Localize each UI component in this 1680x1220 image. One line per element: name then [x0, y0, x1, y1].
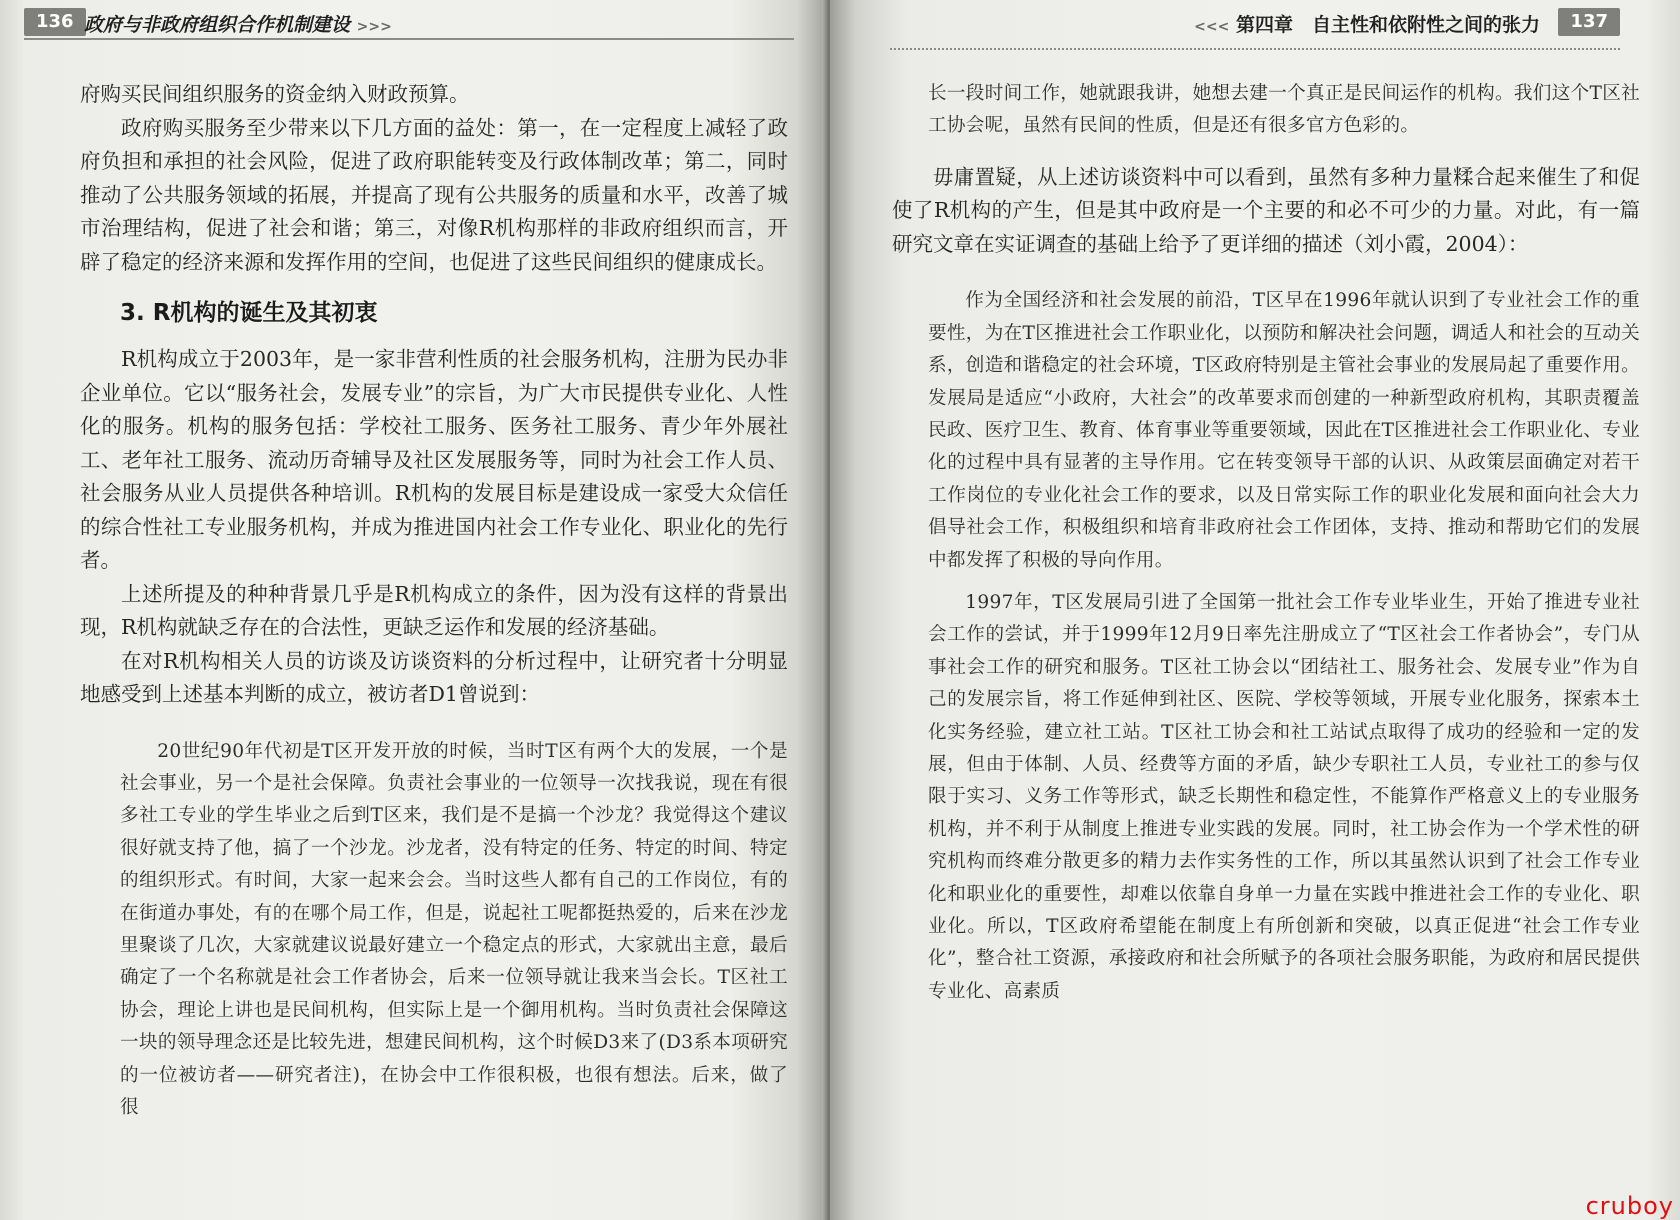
- section-title: 3. R机构的诞生及其初衷: [120, 300, 378, 326]
- running-head: [1194, 10, 1540, 37]
- left-page: [0, 0, 830, 1220]
- head-arrows: <<<: [1194, 19, 1230, 35]
- watermark: cruboy: [1585, 1192, 1674, 1220]
- paragraph: 政府购买服务至少带来以下几方面的益处：第一，在一定程度上减轻了政府负担和承担的社会风险，促进了政府职能转变及行政体制改革；第二，同时推动了公共服务领域的拓展，并提高了现有公共服务的质量和水平，改善了城市治理结构，促进了社会和谐；第三，对像R机构那样的非政府组织而言，开辟了稳定的经济来源和发挥作用的空间，也促进了这些民间组织的健康成长。: [80, 115, 788, 274]
- running-head-title: 政府与非政府组织合作机制建设: [84, 14, 351, 36]
- right-page-header: [830, 0, 1680, 44]
- paragraph: 府购买民间组织服务的资金纳入财政预算。: [80, 82, 470, 106]
- right-page: [830, 0, 1680, 1220]
- cited-quote: 作为全国经济和社会发展的前沿，T区早在1996年就认识到了专业社会工作的重要性，为在T区推进社会工作职业化，以预防和解决社会问题，调适人和社会的互动关系，创造和谐稳定的社会环境，T区政府特别是主管社会事业的发展局起了重要作用。发展局是适应“小政府，大社会”的改革要求而创建的一种新型政府机构，其职责覆盖民政、医疗卫生、教育、体育事业等重要领域，因此在T区推进社会工作职业化、专业化的过程中具有显著的主导作用。它在转变领导干部的认识、从政策层面确定对若干工作岗位的专业化社会工作的要求，以及日常实际工作的职业化发展和面向社会大力倡导社会工作，积极组织和培育非政府社会工作团体，支持、推动和帮助它们的发展中都发挥了积极的导向作用。: [928, 290, 1640, 571]
- running-head-title: 第四章 自主性和依附性之间的张力: [1235, 14, 1540, 36]
- cited-quote: 1997年，T区发展局引进了全国第一批社会工作专业毕业生，开始了推进专业社会工作的尝试，并于1999年12月9日率先注册成立了“T区社会工作者协会”，专门从事社会工作的研究和服务。T区社工协会以“团结社工、服务社会、发展专业”作为自己的发展宗旨，将工作延伸到社区、医院、学校等领域，开展专业化服务，探索本土化实务经验，建立社工站。T区社工协会和社工站试点取得了成功的经验和一定的发展，但由于体制、人员、经费等方面的矛盾，缺少专职社工人员，专业社工的参与仅限于实习、义务工作等形式，缺乏长期性和稳定性，不能算作严格意义上的专业服务机构，并不利于从制度上推进专业实践的发展。同时，社工协会作为一个学术性的研究机构而终难分散更多的精力去作实务性的工作，所以其虽然认识到了社会工作专业化和职业化的重要性，却难以依靠自身单一力量在实践中推进社会工作的专业化、职业化。所以，T区政府希望能在制度上有所创新和突破，以真正促进“社会工作专业化”，整合社工资源，承接政府和社会所赋予的各项社会服务职能，为政府和居民提供专业化、高素质: [928, 591, 1640, 1002]
- interview-quote-continued: 长一段时间工作，她就跟我讲，她想去建一个真正是民间运作的机构。我们这个T区社工协会呢，虽然有民间的性质，但是还有很多官方色彩的。: [928, 83, 1640, 137]
- paragraph: 在对R机构相关人员的访谈及访谈资料的分析过程中，让研究者十分明显地感受到上述基本判断的成立，被访者D1曾说到：: [80, 648, 788, 706]
- header-rule: [24, 38, 794, 40]
- paragraph: 上述所提及的种种背景几乎是R机构成立的条件，因为没有这样的背景出现，R机构就缺乏存在的合法性，更缺乏运作和发展的经济基础。: [80, 581, 788, 639]
- header-rule: [890, 48, 1620, 50]
- left-page-header: [0, 0, 830, 44]
- page-number: 137: [1558, 8, 1620, 36]
- interview-quote: 20世纪90年代初是T区开发开放的时候，当时T区有两个大的发展，一个是社会事业，另一个是社会保障。负责社会事业的一位领导一次找我说，现在有很多社工专业的学生毕业之后到T区来，我们是不是搞一个沙龙？我觉得这个建议很好就支持了他，搞了一个沙龙。沙龙者，没有特定的任务、特定的时间、特定的组织形式。有时间，大家一起来会会。当时这些人都有自己的工作岗位，有的在街道办事处，有的在哪个局工作，但是，说起社工呢都挺热爱的，后来在沙龙里聚谈了几次，大家就建议说最好建立一个稳定点的形式，大家就出主意，最后确定了一个名称就是社会工作者协会，后来一位领导就让我来当会长。T区社工协会，理论上讲也是民间机构，但实际上是一个御用机构。当时负责社会保障这一块的领导理念还是比较先进，想建民间机构，这个时候D3来了(D3系本项研究的一位被访者——研究者注)，在协会中工作很积极，也很有想法。后来，做了很: [120, 740, 788, 1118]
- paragraph: 毋庸置疑，从上述访谈资料中可以看到，虽然有多种力量糅合起来催生了和促使了R机构的产生，但是其中政府是一个主要的和必不可少的力量。对此，有一篇研究文章在实证调查的基础上给予了更详细的描述（刘小霞，2004）：: [892, 164, 1640, 256]
- right-page-body: [892, 78, 1640, 1008]
- paragraph: R机构成立于2003年，是一家非营利性质的社会服务机构，注册为民办非企业单位。它以“服务社会，发展专业”的宗旨，为广大市民提供专业化、人性化的服务。机构的服务包括：学校社工服务、医务社工服务、青少年外展社工、老年社工服务、流动历奇辅导及社区发展服务等，同时为社会工作人员、社会服务从业人员提供各种培训。R机构的发展目标是建设成一家受大众信任的综合性社工专业服务机构，并成为推进国内社会工作专业化、职业化的先行者。: [80, 347, 788, 572]
- running-head: [84, 10, 392, 37]
- left-page-body: [80, 78, 788, 1124]
- page-number: 136: [24, 8, 86, 36]
- head-arrows: >>>: [356, 19, 392, 35]
